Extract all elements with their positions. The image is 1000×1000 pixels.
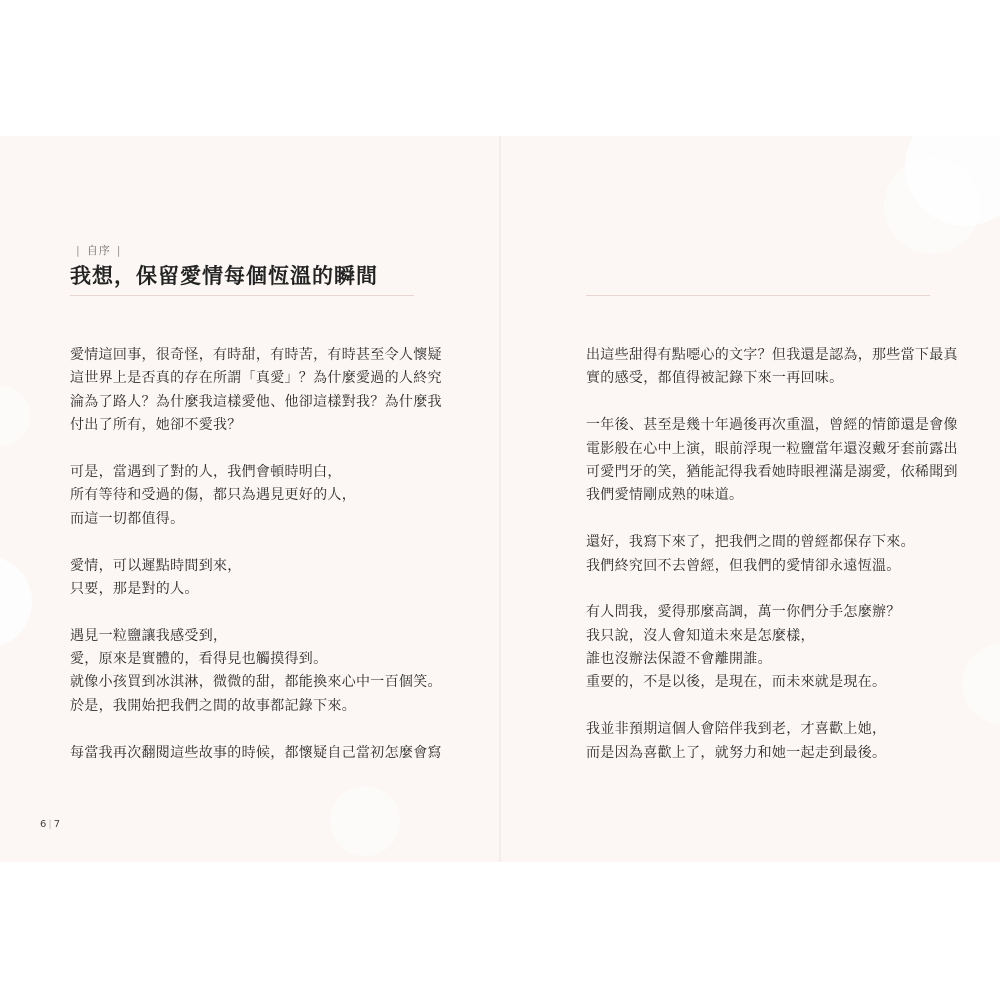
decorative-bubble [884, 158, 980, 254]
text-line: 可是，當遇到了對的人，我們會頓時明白， [70, 463, 342, 480]
text-line: 淪為了路人？為什麼我這樣愛他、他卻這樣對我？為什麼我 [70, 393, 442, 410]
decorative-bubble [0, 386, 30, 446]
page-number-right: 7 [53, 819, 61, 830]
text-line: 付出了所有，她卻不愛我？ [70, 417, 242, 434]
text-line: 我並非預期這個人會陪伴我到老，才喜歡上她， [586, 721, 887, 738]
decorative-bubble [330, 786, 400, 856]
paragraph [70, 742, 442, 765]
text-line: 一年後、甚至是幾十年過後再次重溫，曾經的情節還是會像 [586, 417, 958, 434]
text-line: 還好，我寫下來了，把我們之間的曾經都保存下來。 [586, 534, 915, 551]
paragraph [586, 344, 958, 391]
text-line: 愛情，可以遲點時間到來， [70, 557, 242, 574]
text-line: 而是因為喜歡上了，就努力和她一起走到最後。 [586, 744, 887, 761]
decorative-bubble [0, 556, 32, 648]
paragraph [70, 555, 414, 602]
text-line: 遇見一粒鹽讓我感受到， [70, 627, 228, 644]
text-line: 我只說，沒人會知道未來是怎麼樣， [586, 627, 815, 644]
text-line: 出這些甜得有點噁心的文字？但我還是認為，那些當下最真 [586, 347, 958, 363]
title-divider-right [586, 295, 930, 296]
paragraph [70, 625, 442, 719]
section-label: | 自序 | [76, 244, 122, 257]
book-spread [0, 136, 1000, 862]
text-line: 可愛門牙的笑，猶能記得我看她時眼裡滿是溺愛，依稀聞到 [586, 463, 958, 480]
text-line: 愛，原來是實體的，看得見也觸摸得到。 [70, 651, 328, 668]
section-label-text: 自序 [86, 244, 111, 257]
text-line: 重要的，不是以後，是現在，而未來就是現在。 [586, 674, 887, 691]
paragraph [586, 414, 958, 508]
text-line: 實的感受，都值得被記錄下來一再回味。 [586, 370, 844, 387]
left-page-text [70, 344, 442, 788]
title-divider-left [70, 295, 414, 296]
decorative-bubble [962, 644, 1000, 724]
paragraph [586, 531, 930, 578]
page-number-left: 6 [40, 819, 47, 830]
paragraph [70, 344, 442, 438]
page-gutter [499, 136, 501, 862]
paragraph [586, 718, 930, 765]
text-line: 電影般在心中上演，眼前浮現一粒鹽當年還沒戴牙套前露出 [586, 440, 958, 457]
text-line: 我們終究回不去曾經，但我們的愛情卻永遠恆溫。 [586, 557, 901, 574]
text-line: 愛情這回事，很奇怪，有時甜，有時苦，有時甚至令人懷疑 [70, 347, 442, 363]
text-line: 誰也沒辦法保證不會離開誰。 [586, 651, 772, 668]
text-line: 每當我再次翻閱這些故事的時候，都懷疑自己當初怎麼會寫 [70, 744, 442, 761]
text-line: 有人問我，愛得那麼高調，萬一你們分手怎麼辦？ [586, 604, 901, 621]
text-line: 所有等待和受過的傷，都只為遇見更好的人， [70, 487, 356, 504]
paragraph [70, 461, 414, 531]
right-page-text [586, 344, 958, 788]
text-line: 就像小孩買到冰淇淋，微微的甜，都能換來心中一百個笑。 [70, 674, 442, 691]
chapter-title: 我想，保留愛情每個恆溫的瞬間 [70, 264, 378, 288]
paragraph [586, 601, 930, 695]
text-line: 只要，那是對的人。 [70, 580, 199, 597]
text-line: 這世界上是否真的存在所謂「真愛」？為什麼愛過的人終究 [70, 370, 442, 387]
page-numbers: 6 | 7 [40, 819, 61, 830]
text-line: 而這一切都值得。 [70, 510, 185, 527]
text-line: 於是，我開始把我們之間的故事都記錄下來。 [70, 697, 356, 714]
text-line: 我們愛情剛成熟的味道。 [586, 487, 744, 504]
